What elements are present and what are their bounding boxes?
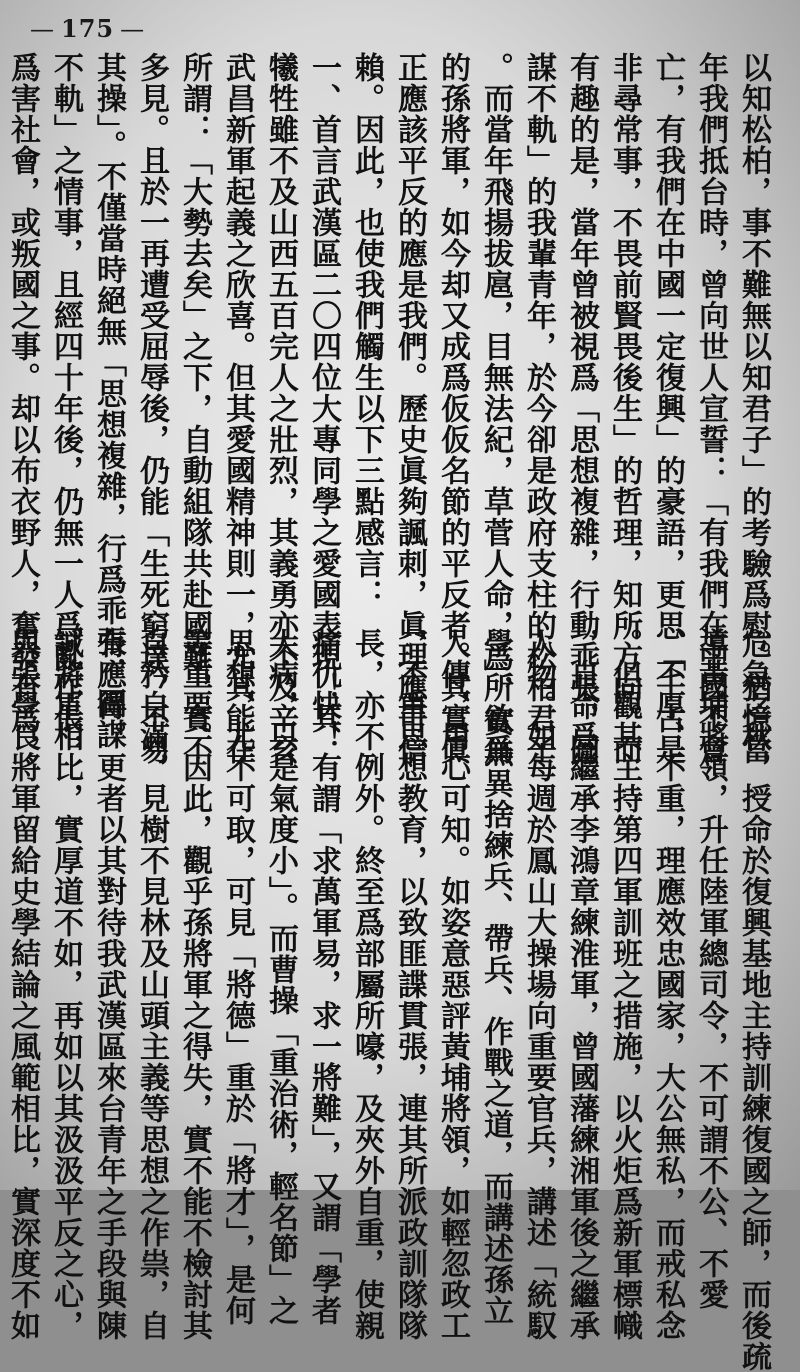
text-column: 一、首言武漢區二〇四位大專同學之愛國表現！其 (306, 52, 341, 734)
text-column: 多見。且於一再遭受屈辱後，仍能「生死窮達，不易 (134, 52, 169, 765)
text-column: 亡，有我們在中國一定復興」的豪語，更思「千古是 (650, 52, 685, 765)
text-column: 不軌」之情事，且經四十年後，仍無一人爲亂作倀， (48, 52, 83, 765)
text-column: 有趣的是，當年曾被視爲「思想複雜，行動乖張，圖 (564, 52, 599, 765)
text-column: 人物。如每週於鳳山大操場向重要官兵，講述「統馭 (521, 628, 556, 1341)
text-column: 自矜自滿，見樹不見林及山頭主義等思想之作祟，自 (134, 628, 169, 1341)
text-column: 與張學良將軍留給史學結論之風範相比，實深度不如 (5, 628, 40, 1341)
text-column: 思想，尤不可取，可見「將德」重於「將才」，是何 (220, 628, 255, 1326)
text-column: 有應得。更者以其對待我武漢區來台青年之手段與陳 (91, 628, 126, 1341)
text-column: 誠將軍相比，實厚道不如，再如以其汲汲平反之心， (48, 628, 83, 1341)
text-column: 所謂：「大勢去矣」之下，自動組隊共赴國難，實不 (177, 52, 212, 765)
text-column: ，不重思想教育，以致匪諜貫張，連其所派政訓隊隊 (392, 628, 427, 1341)
text-column: 年我們抵台時，曾向世人宣誓：「有我們在中國不會 (693, 52, 728, 765)
header-dash-right: — (120, 15, 146, 43)
page-header (30, 14, 145, 43)
text-column: 、不厚、不重，理應效忠國家，大公無私，而戒私念 (650, 628, 685, 1341)
text-column: 痛仇快！有謂「求萬軍易，求一將難」，又謂「學者 (306, 628, 341, 1326)
text-column: 爲害社會，或叛國之事。却以布衣野人，奮發有爲， (5, 52, 40, 765)
text-column: 大病，只是氣度小」。而曹操「重治術，輕名節」之 (263, 628, 298, 1326)
text-column: 等重要。因此，觀乎孫將軍之得失，實不能不檢討其 (177, 628, 212, 1341)
text-column: 武昌新軍起義之欣喜。但其愛國精神則一，尤其能在 (220, 52, 255, 765)
text-column: 學」，實無異捨練兵、帶兵、作戰之道，而講述孫立 (478, 628, 513, 1326)
text-column: 危急之秋，授命於復興基地主持訓練復國之師，而後疏 (736, 628, 771, 1372)
text-column: 導黃埔將領，升任陸軍總司令，不可謂不公、不愛 (693, 628, 728, 1310)
text-column: 長，亦不例外。終至爲部屬所嚎，及夾外自重，使親 (349, 628, 384, 1341)
text-column: 正應該平反的應是我們。歷史眞夠諷刺，眞理應可信 (392, 52, 427, 765)
header-dash-left: — (30, 15, 55, 43)
text-column: 。但觀其主持第四軍訓班之措施，以火炬爲新軍標幟 (607, 628, 642, 1341)
text-column: 賴。因此，也使我們觸生以下三點感言： (349, 52, 384, 610)
text-column: 犧牲雖不及山西五百完人之壯烈，其義勇亦不及辛亥 (263, 52, 298, 765)
text-column: 人傳，用心可知。如姿意惡評黃埔將領，如輕忽政工 (435, 628, 470, 1341)
text-column: 謀不軌」的我輩青年，於今卻是政府支柱的松柏君子 (521, 52, 556, 765)
text-column: 其操」。不僅當時絕無「思想複雜，行爲乖張，圖謀 (91, 52, 126, 750)
lower-text-block (0, 628, 772, 1372)
text-column: 的孫將軍，如今却又成爲仮仮名節的平反者。其實眞 (435, 52, 470, 765)
text-column: ，自命爲繼承李鴻章練淮軍，曾國藩練湘軍後之繼承 (564, 628, 599, 1341)
text-column: 非尋常事，不畏前賢畏後生」的哲理，知所方向。而 (607, 52, 642, 765)
page-number: 175 (61, 14, 115, 43)
text-column: 以知松柏，事不難無以知君子」的考驗爲慰。猶憶當 (736, 52, 771, 765)
text-column: 。而當年飛揚拔扈，目無法紀，草菅人命，爲所欲爲 (478, 52, 513, 765)
